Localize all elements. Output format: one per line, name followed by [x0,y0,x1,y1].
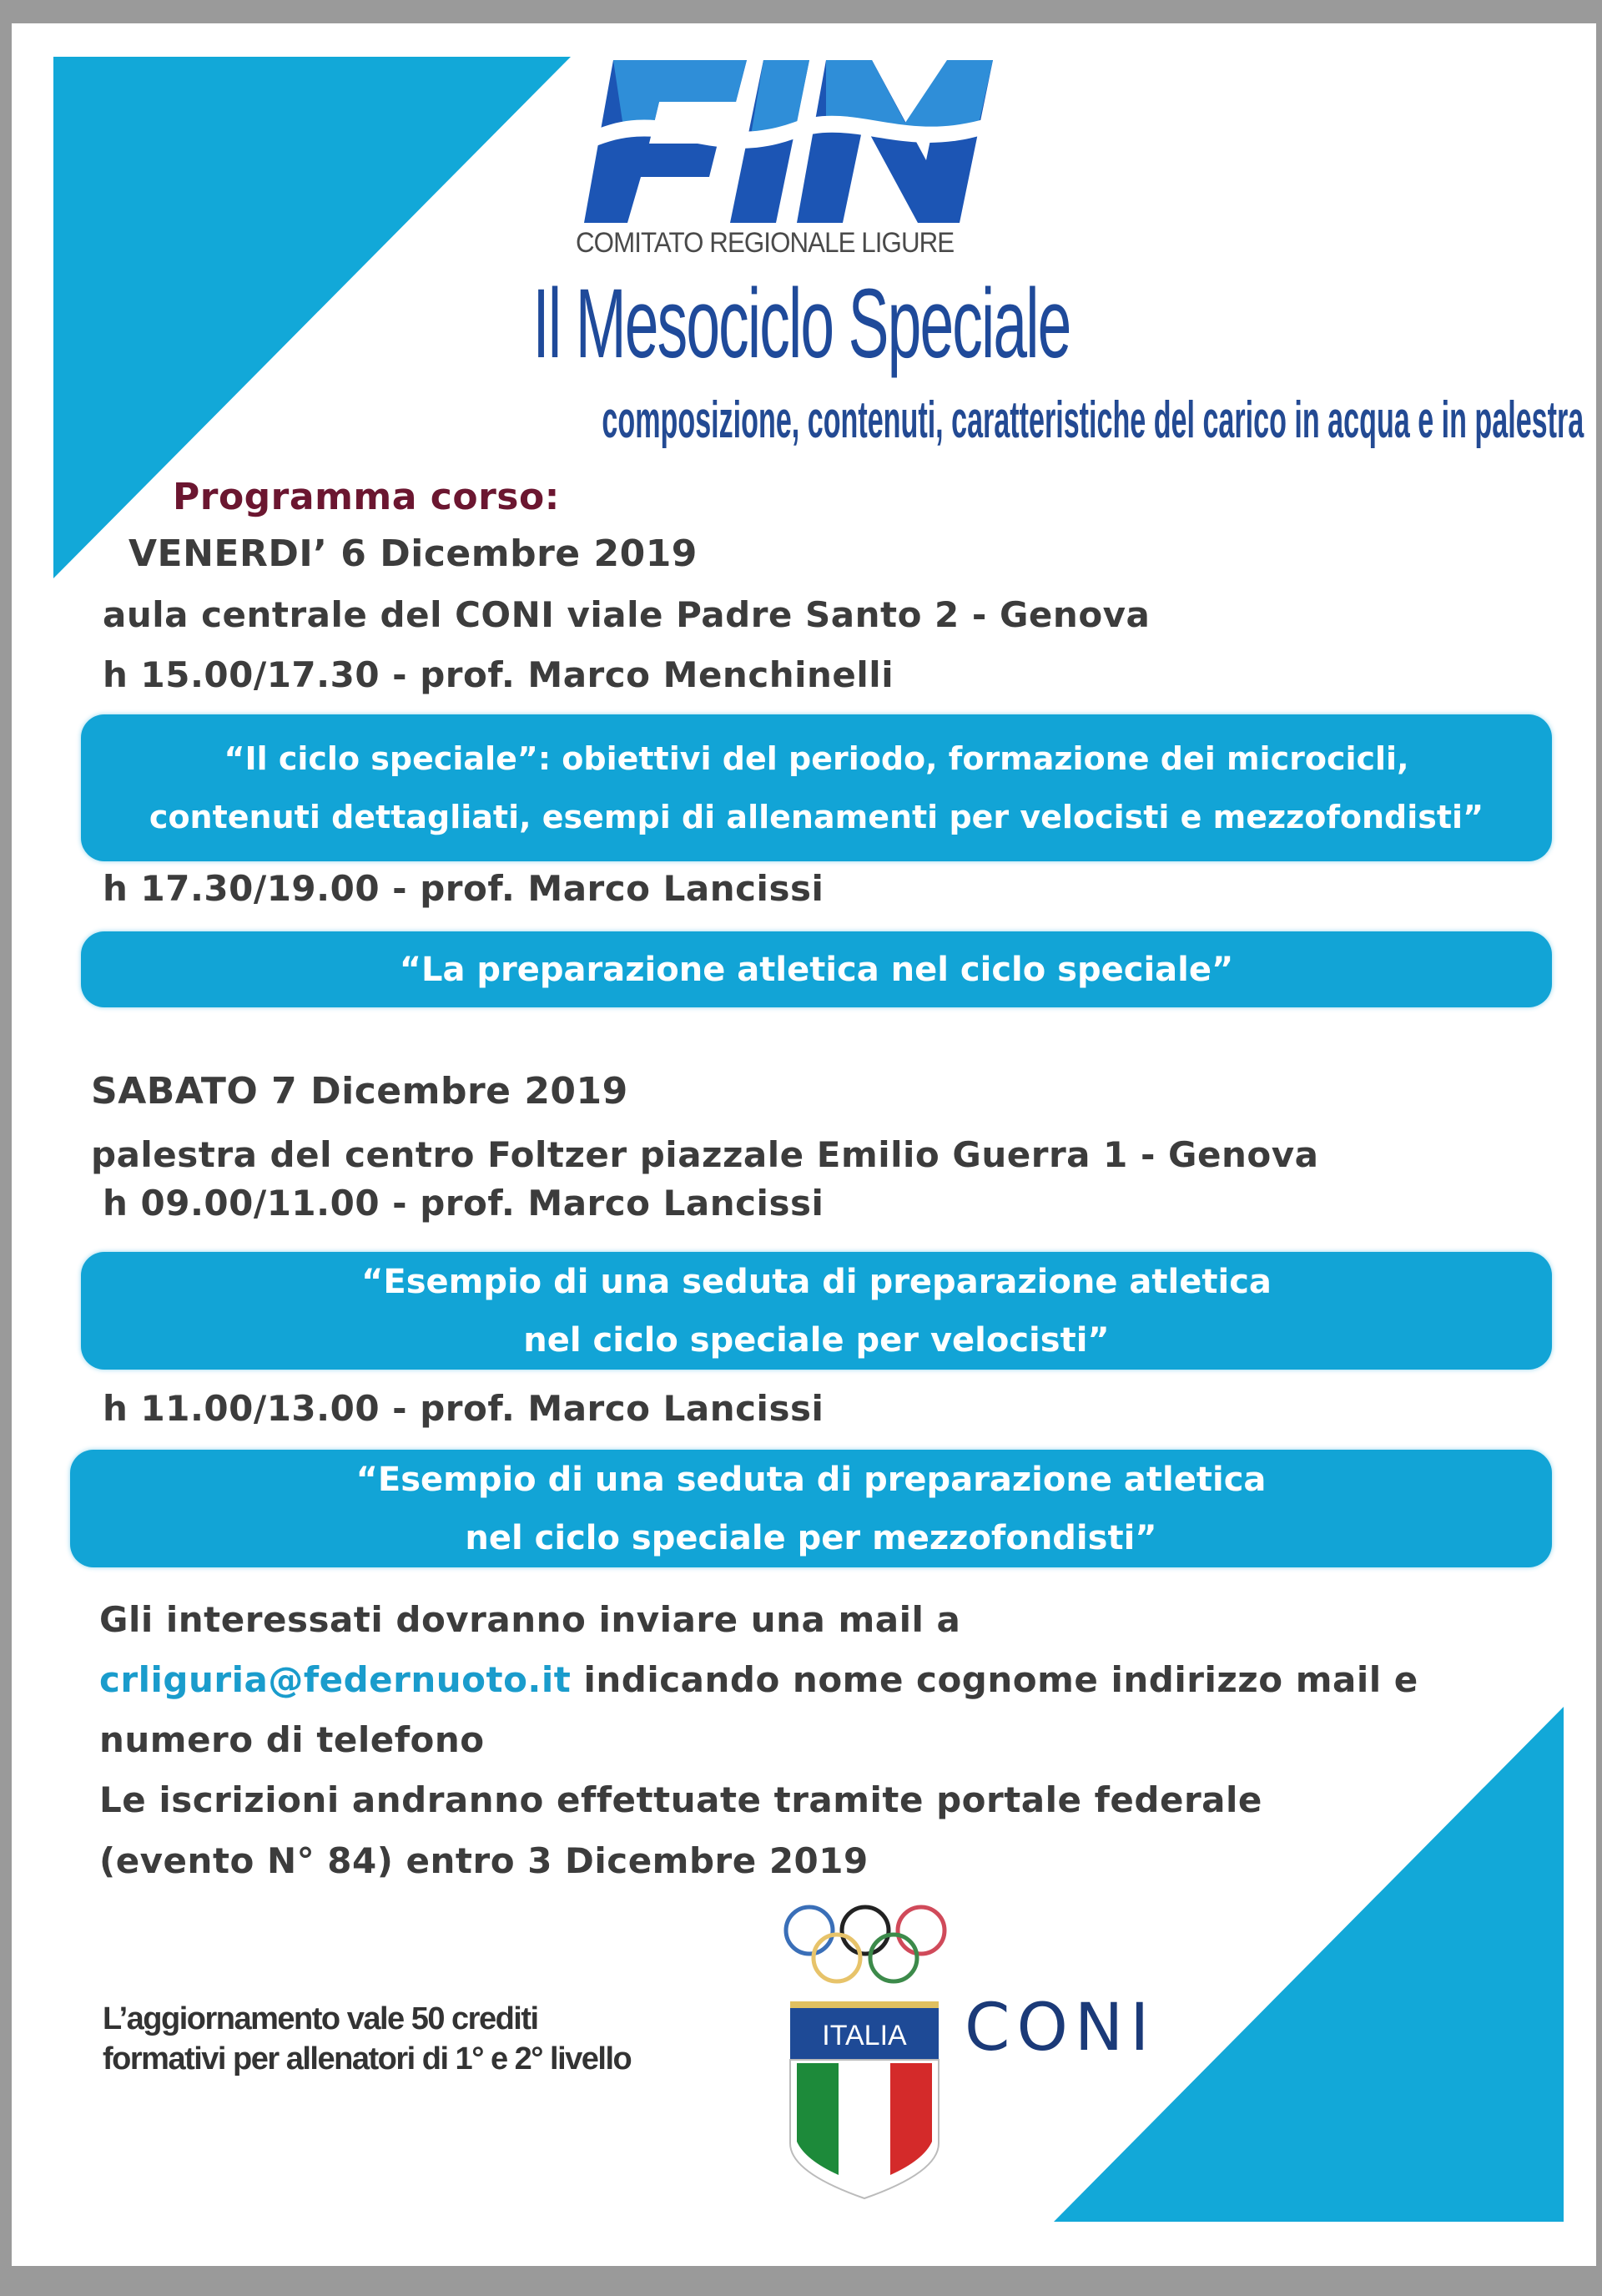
day-2-location: palestra del centro Foltzer piazzale Emilio Guerra 1 - Genova [91,1134,1319,1175]
day-2-session-1-time: h 09.00/11.00 - prof. Marco Lancissi [103,1183,824,1224]
coni-wordmark: CONI [965,1991,1156,2066]
session-topic-box [81,931,1552,1007]
session-topic-box [81,714,1552,861]
olympic-rings-icon [780,1901,951,1989]
topic-line: nel ciclo speciale per velocisti” [523,1320,1110,1360]
coni-shield-icon [788,2001,940,2200]
day-2-date: SABATO 7 Dicembre 2019 [91,1070,628,1113]
page-subtitle: composizione, contenuti, caratteristiche del carico in acqua e in palestra [602,391,1584,449]
session-topic-box [81,1252,1552,1370]
registration-line-5: (evento N° 84) entro 3 Dicembre 2019 [99,1840,869,1881]
email-link[interactable]: crliguria@federnuoto.it [99,1659,572,1700]
svg-text:ITALIA: ITALIA [822,2020,907,2051]
topic-line: “La preparazione atletica nel ciclo speciale” [399,950,1234,989]
credits-note: L’aggiornamento vale 50 crediti formativi per allenatori di 1° e 2° livello [103,2001,632,2076]
registration-line-4: Le iscrizioni andranno effettuate tramite portale federale [99,1779,1262,1820]
day-1-date: VENERDI’ 6 Dicembre 2019 [128,532,698,575]
registration-line-2: crliguria@federnuoto.it indicando nome cognome indirizzo mail e [99,1659,1418,1700]
fin-logo-icon [576,52,1043,227]
page-title: Il Mesociclo Speciale [531,269,1071,379]
topic-line: nel ciclo speciale per mezzofondisti” [465,1518,1157,1557]
topic-line: contenuti dettagliati, esempi di allenamenti per velocisti e mezzofondisti” [149,799,1484,835]
day-1-session-1-time: h 15.00/17.30 - prof. Marco Menchinelli [103,654,894,695]
day-2-session-2-time: h 11.00/13.00 - prof. Marco Lancissi [103,1388,824,1429]
topic-line: “Esempio di una seduta di preparazione atletica [361,1262,1272,1301]
day-1-location: aula centrale del CONI viale Padre Santo 2 - Genova [103,594,1151,635]
day-1-session-2-time: h 17.30/19.00 - prof. Marco Lancissi [103,868,824,909]
session-topic-box [70,1450,1552,1567]
registration-line-1: Gli interessati dovranno inviare una mail a [99,1599,961,1640]
topic-line: “Esempio di una seduta di preparazione atletica [355,1460,1267,1499]
logo-subtitle: COMITATO REGIONALE LIGURE [576,227,955,259]
registration-line-3: numero di telefono [99,1719,485,1760]
topic-line: “Il ciclo speciale”: obiettivi del periodo, formazione dei microcicli, [224,740,1409,777]
program-label: Programma corso: [173,476,560,518]
